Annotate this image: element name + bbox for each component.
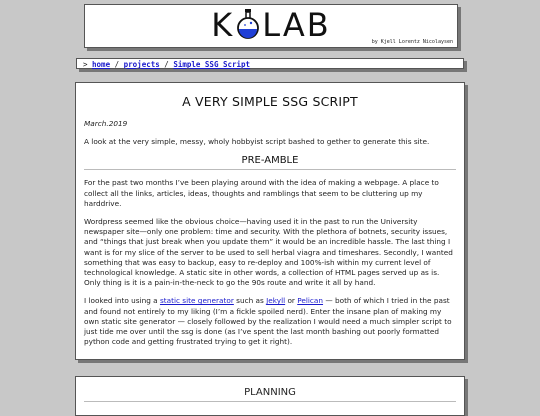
breadcrumb-prefix: > (83, 60, 88, 69)
breadcrumb-home-link[interactable]: home (92, 60, 111, 69)
jekyll-link[interactable]: Jekyll (266, 296, 286, 306)
article-card (75, 82, 465, 360)
site-logo[interactable] (85, 7, 457, 43)
breadcrumb (76, 58, 464, 69)
logo-text-left: K (211, 6, 235, 44)
planning-card (75, 376, 465, 416)
static-site-generator-link[interactable]: static site generator (159, 296, 234, 306)
paragraph-2: Wordpress seemed like the obvious choice—having used it in the past to run the University newspaper site—only one problem: time and security. With the plethora of botnets, security issues, and “things that just break when you update them” it would be an incredible hassle. The last thing I want is for my slice of the server to be used to sell herbal viagra and timeshares. Secondly, I wanted something that was easy to backup, easy to re-deploy and 100%-ish within my current level of technological knowledge. A static site in other words, a collection of HTML pages served up as is. Only thing is it is a pain-in-the-neck to go the 90s route and write it all by hand. (84, 217, 453, 288)
flask-icon (235, 9, 261, 39)
paragraph-3-text: I looked into using a (84, 296, 160, 306)
article-date: March.2019 (84, 119, 128, 128)
breadcrumb-separator: / (164, 60, 169, 69)
paragraph-1: For the past two months I’ve been playing around with the idea of making a webpage. A place to collect all the links, articles, ideas, thoughts and ramblings that seem to be cluttering up my harddrive. (84, 178, 439, 208)
site-header (84, 4, 458, 48)
article-title: A VERY SIMPLE SSG SCRIPT (182, 94, 358, 109)
paragraph-3-text: — both of which I tried in the past and found not entirely to my liking (I’m a fickle spoiled nerd). Enter the insane plan of making my own static site generator — closely followed by the realization I would need a much simpler script to just tide me over until the ssg is done (as I’ve spent the last month bashing out poorly formatted python code and getting frustrated trying to get it right). (84, 296, 452, 347)
site-subtitle: by Kjell Lorentz Nicolaysen (371, 39, 453, 45)
logo-text-right: LAB (262, 6, 331, 44)
paragraph-3-text: or (285, 296, 298, 306)
breadcrumb-separator: / (114, 60, 120, 69)
paragraph-3-text: such as (233, 296, 267, 306)
section-heading-preamble: PRE-AMBLE (84, 155, 456, 170)
breadcrumb-current-link[interactable]: Simple SSG Script (173, 60, 251, 69)
section-heading-planning: PLANNING (84, 387, 456, 402)
article-intro: A look at the very simple, messy, wholy hobbyist script bashed to gether to generate this site. (84, 137, 430, 147)
pelican-link[interactable]: Pelican (297, 296, 324, 306)
breadcrumb-projects-link[interactable]: projects (123, 60, 160, 69)
paragraph-3 (84, 296, 456, 347)
